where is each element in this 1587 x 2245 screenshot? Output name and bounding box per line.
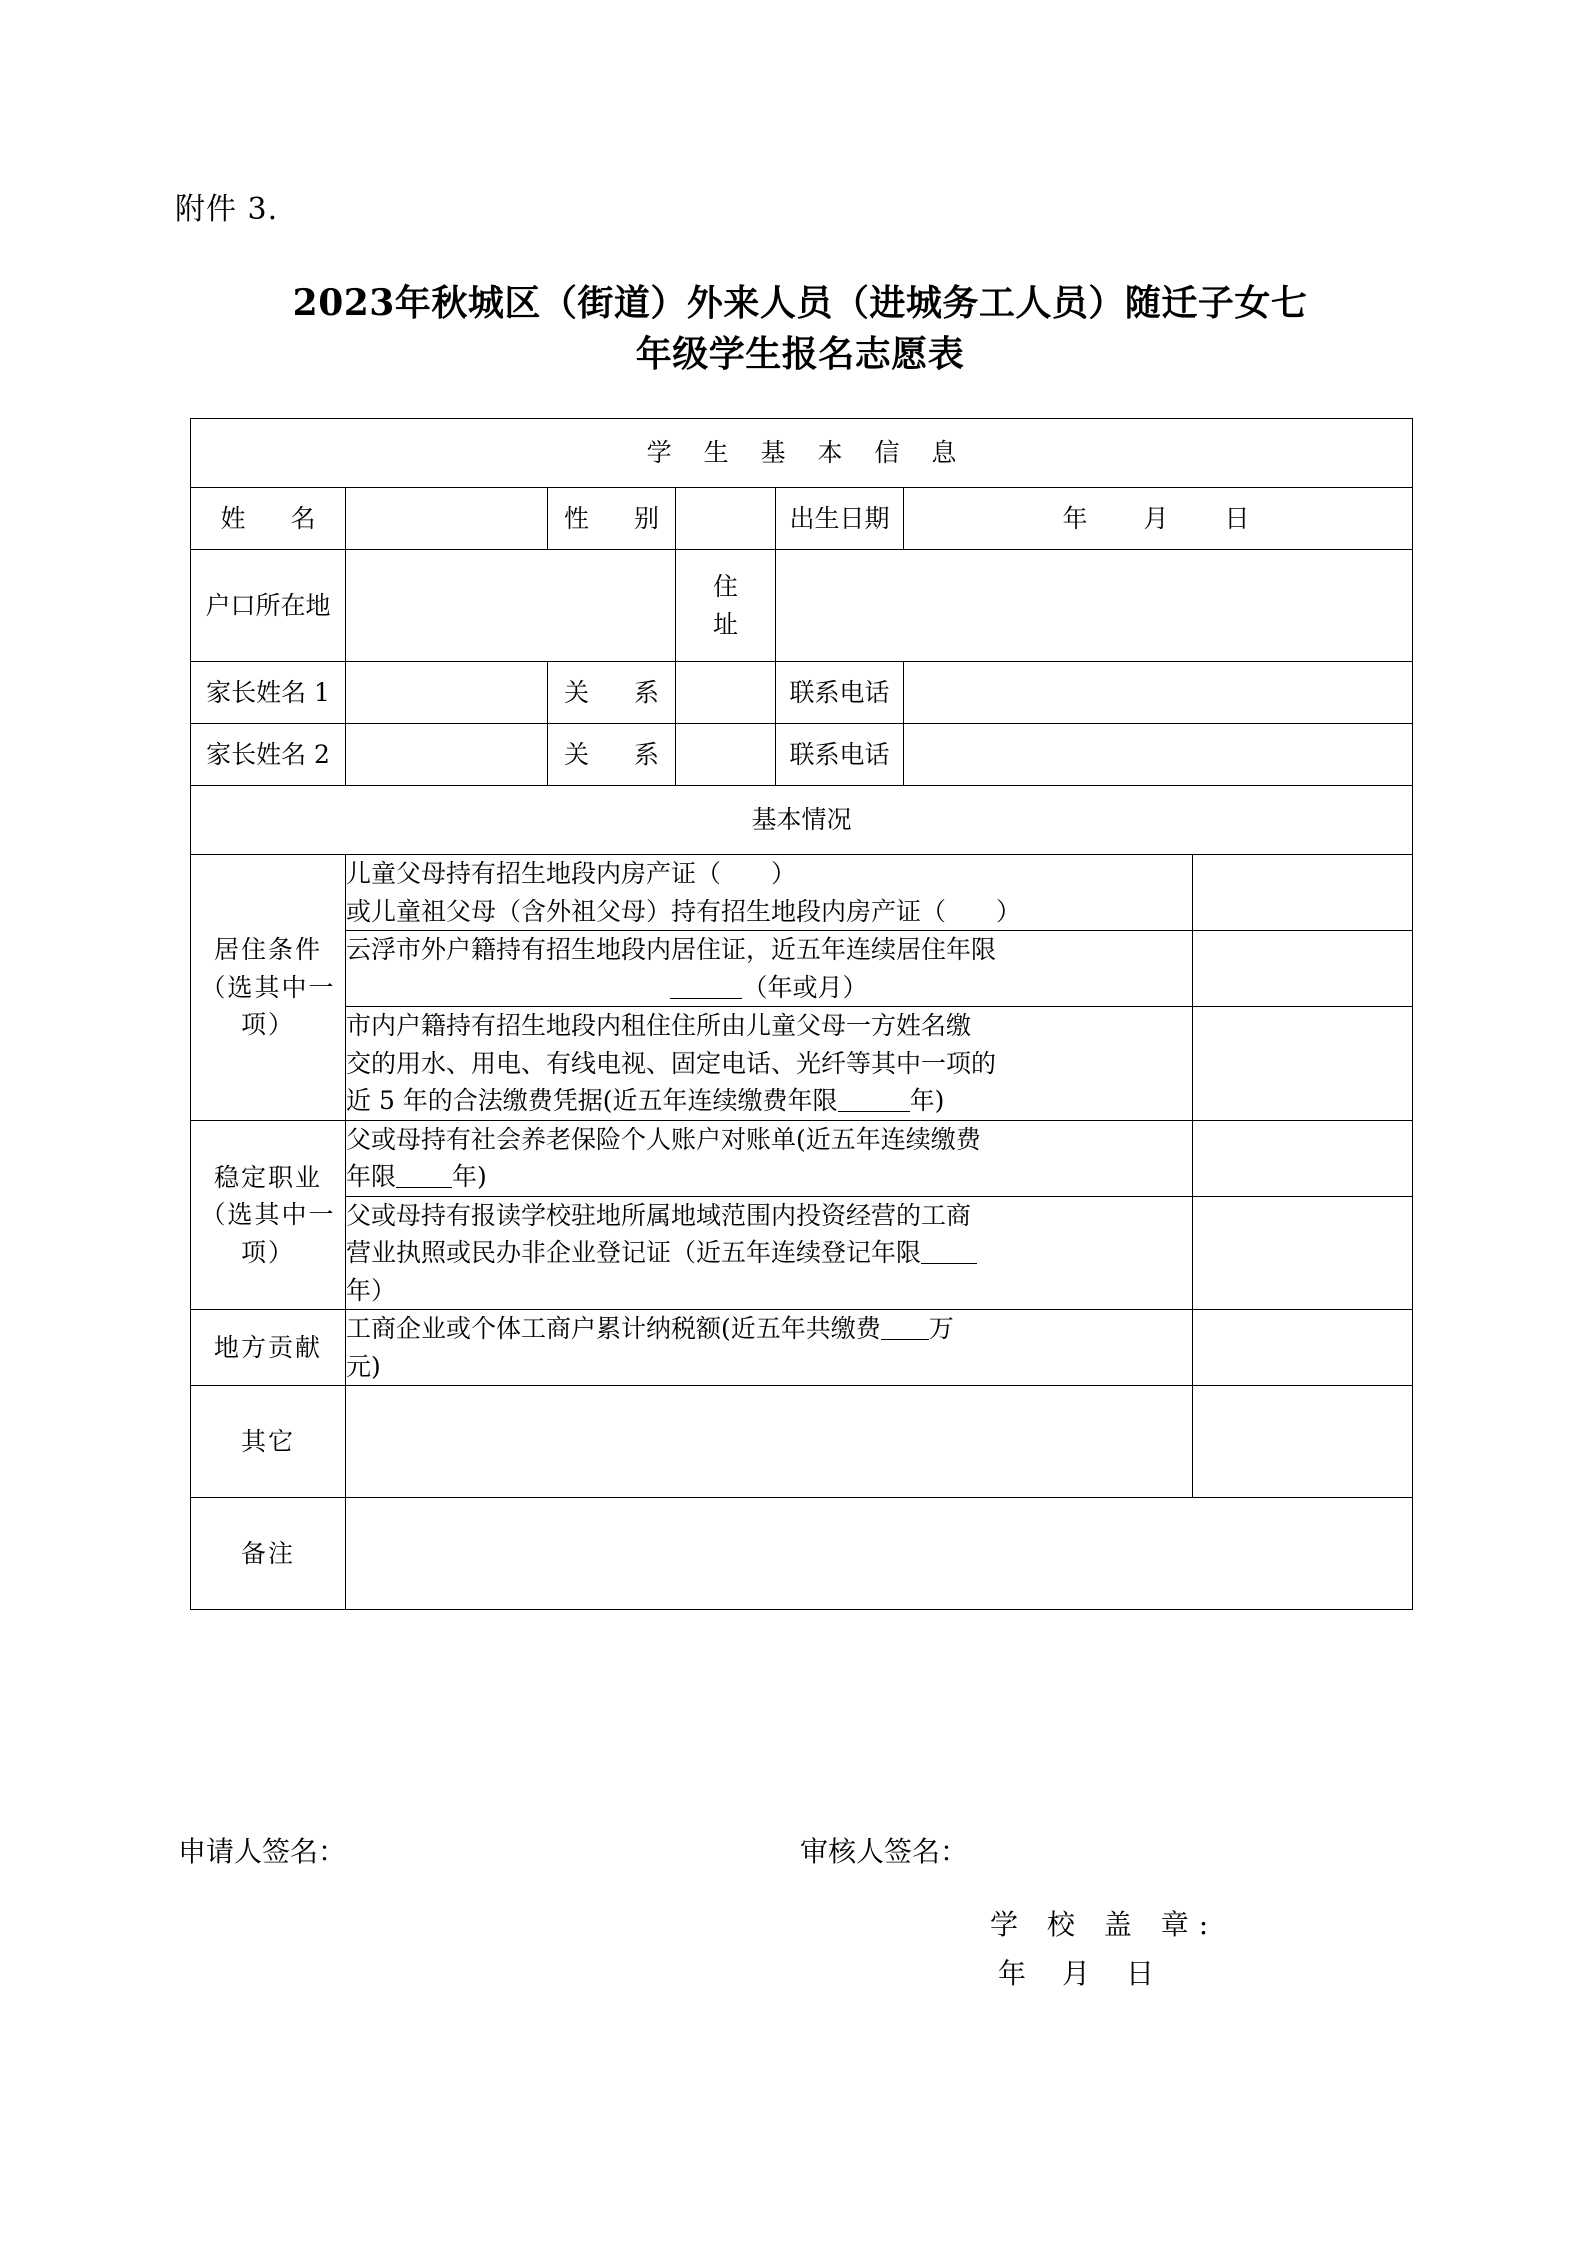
residence-item-1-line-1: 儿童父母持有招生地段内房产证（ ） [346, 859, 797, 888]
remarks-value-field[interactable] [346, 1498, 1413, 1610]
local-contribution-line-1 [346, 1310, 1192, 1348]
occupation-item-2-line-2-pre: 营业执照或民办非企业登记证（近五年连续登记年限 [346, 1238, 922, 1267]
parent2-name-field[interactable] [346, 724, 548, 786]
gender-label: 性 别 [548, 488, 676, 550]
parent2-phone-field[interactable] [904, 724, 1413, 786]
occupation-item-2-line-2 [346, 1234, 1192, 1272]
parent1-name-field[interactable] [346, 662, 548, 724]
local-contribution-blank[interactable] [881, 1339, 929, 1340]
residence-condition-label: 居住条件（选其中一项） [191, 855, 346, 1121]
local-contribution-check-field[interactable] [1193, 1310, 1413, 1386]
residence-item-3-line-3-post: 年) [909, 1086, 945, 1115]
birth-day-label: 日 [1224, 503, 1254, 533]
table-row-section-basic-situation [191, 786, 1413, 855]
seal-date-day: 日 [1126, 1957, 1157, 1990]
other-value-field[interactable] [346, 1386, 1193, 1498]
school-seal-block [990, 1900, 1218, 1998]
parent1-relation-label: 关 系 [548, 662, 676, 724]
residence-item-2-text [346, 931, 1193, 1007]
household-location-field[interactable] [346, 550, 676, 662]
table-row-other [191, 1386, 1413, 1498]
title-line-2: 年级学生报名志愿表 [635, 333, 965, 376]
occupation-item-2-text [346, 1196, 1193, 1310]
occupation-item-2-line-1: 父或母持有报读学校驻地所属地域范围内投资经营的工商 [346, 1200, 972, 1230]
parent2-name-label: 家长姓名 2 [191, 724, 346, 786]
occupation-item-1-line-2-post: 年) [452, 1162, 487, 1191]
table-row-name [191, 488, 1413, 550]
parent1-phone-field[interactable] [904, 662, 1413, 724]
name-label: 姓 名 [191, 488, 346, 550]
occupation-item-1-blank[interactable] [396, 1187, 452, 1188]
residence-item-2-line-1: 云浮市外户籍持有招生地段内居住证，近五年连续居住年限 [346, 935, 997, 964]
parent2-relation-label: 关 系 [548, 724, 676, 786]
table-row-parent-1 [191, 662, 1413, 724]
address-label-char-2: 址 [712, 609, 738, 639]
local-contribution-label: 地方贡献 [191, 1310, 346, 1386]
residence-item-1-check-field[interactable] [1193, 855, 1413, 931]
occupation-item-2-check-field[interactable] [1193, 1196, 1413, 1310]
seal-date-line[interactable] [998, 1949, 1218, 1998]
parent1-name-label: 家长姓名 1 [191, 662, 346, 724]
occupation-item-2-blank[interactable] [921, 1263, 977, 1264]
table-row-section-student-info [191, 419, 1413, 488]
table-row-residence-1 [191, 855, 1413, 931]
occupation-item-1-text [346, 1120, 1193, 1196]
section-header-student-info: 学 生 基 本 信 息 [191, 419, 1413, 488]
residence-item-3-check-field[interactable] [1193, 1007, 1413, 1121]
signature-row [0, 1830, 1587, 1870]
birth-date-field[interactable] [904, 488, 1413, 550]
occupation-item-1-check-field[interactable] [1193, 1120, 1413, 1196]
name-value-field[interactable] [346, 488, 548, 550]
table-row-residence-2 [191, 931, 1413, 1007]
table-row-household [191, 550, 1413, 662]
section-header-basic-situation: 基本情况 [191, 786, 1413, 855]
birth-month-label: 月 [1143, 503, 1173, 533]
reviewer-signature-label[interactable]: 审核人签名： [800, 1835, 969, 1868]
title-line-1: 2023年秋城区（街道）外来人员（进城务工人员）随迁子女七 [292, 282, 1308, 324]
table-row-occupation-1 [191, 1120, 1413, 1196]
birth-year-label: 年 [1062, 503, 1092, 533]
parent1-relation-field[interactable] [676, 662, 776, 724]
residence-item-3-blank[interactable] [838, 1111, 910, 1112]
other-check-field[interactable] [1193, 1386, 1413, 1498]
remarks-label: 备注 [191, 1498, 346, 1610]
attachment-label: 附件 3. [175, 192, 279, 227]
page-title [205, 278, 1395, 380]
occupation-item-2-line-3: 年） [346, 1275, 397, 1305]
residence-item-3-line-3 [346, 1082, 1192, 1120]
residence-item-3-line-2: 交的用水、用电、有线电视、固定电话、光纤等其中一项的 [346, 1048, 997, 1078]
local-contribution-line-2: 元) [346, 1351, 381, 1381]
occupation-item-1-line-1: 父或母持有社会养老保险个人账户对账单(近五年连续缴费 [346, 1124, 981, 1154]
table-row-parent-2 [191, 724, 1413, 786]
local-contribution-text [346, 1310, 1193, 1386]
other-label: 其它 [191, 1386, 346, 1498]
gender-value-field[interactable] [676, 488, 776, 550]
residence-item-1-text [346, 855, 1193, 931]
table-row-local-contribution [191, 1310, 1413, 1386]
table-row-remarks [191, 1498, 1413, 1610]
occupation-item-1-line-2-pre: 年限 [346, 1162, 397, 1191]
seal-date-month: 月 [1062, 1957, 1093, 1990]
parent2-relation-field[interactable] [676, 724, 776, 786]
address-label [676, 550, 776, 662]
residence-item-3-line-3-pre: 近 5 年的合法缴费凭据(近五年连续缴费年限 [346, 1086, 838, 1115]
applicant-signature-label[interactable]: 申请人签名： [178, 1835, 347, 1868]
occupation-item-1-line-2 [346, 1158, 1192, 1196]
residence-item-2-blank[interactable] [670, 998, 742, 999]
table-row-residence-3 [191, 1007, 1413, 1121]
parent1-phone-label: 联系电话 [776, 662, 904, 724]
residence-item-2-check-field[interactable] [1193, 931, 1413, 1007]
residence-item-2-line-2 [346, 969, 1192, 1007]
household-location-label: 户口所在地 [191, 550, 346, 662]
residence-item-3-text [346, 1007, 1193, 1121]
local-contribution-line-1-post: 万 [928, 1314, 954, 1343]
address-label-char-1: 住 [712, 572, 738, 601]
seal-date-year: 年 [998, 1957, 1029, 1990]
table-row-occupation-2 [191, 1196, 1413, 1310]
residence-item-3-line-1: 市内户籍持有招生地段内租住住所由儿童父母一方姓名缴 [346, 1011, 972, 1040]
address-value-field[interactable] [776, 550, 1413, 662]
residence-item-2-unit: （年或月） [742, 972, 868, 1002]
stable-occupation-label: 稳定职业（选其中一项） [191, 1120, 346, 1310]
parent2-phone-label: 联系电话 [776, 724, 904, 786]
birth-date-label: 出生日期 [776, 488, 904, 550]
school-seal-label[interactable]: 学 校 盖 章: [990, 1908, 1219, 1941]
local-contribution-line-1-pre: 工商企业或个体工商户累计纳税额(近五年共缴费 [346, 1314, 881, 1343]
residence-item-1-line-2: 或儿童祖父母（含外祖父母）持有招生地段内房产证（ ） [346, 896, 1022, 926]
registration-form-table [190, 418, 1413, 1610]
